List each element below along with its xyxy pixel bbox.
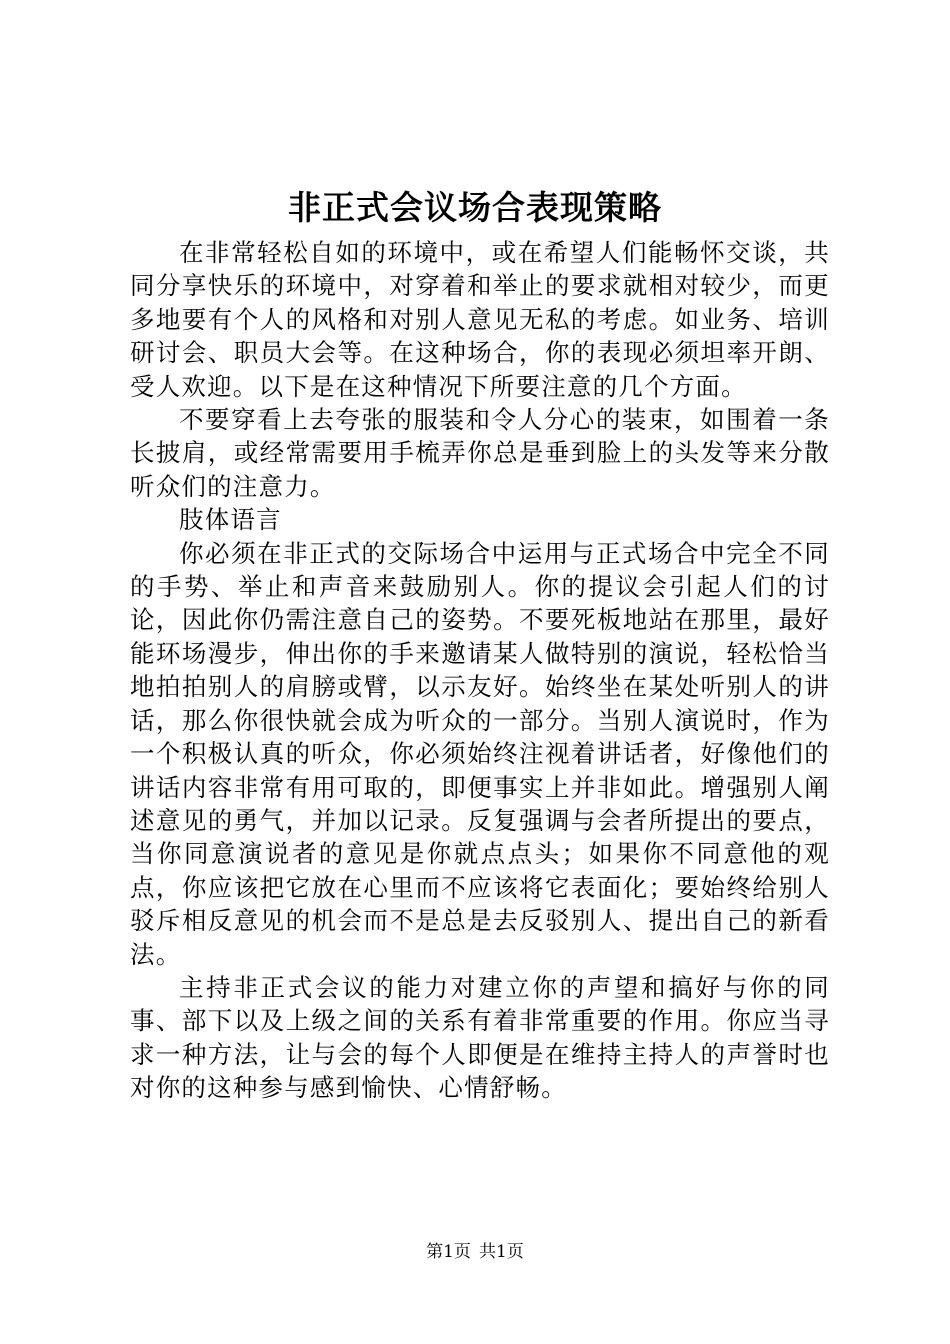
document-title: 非正式会议场合表现策略 [288, 188, 662, 227]
document-body [130, 236, 830, 1105]
paragraph-attire: 不要穿看上去夸张的服装和令人分心的装束，如围着一条长披肩，或经常需要用手梳弄你总是垂到脸上的头发等来分散听众们的注意力。 [130, 405, 830, 501]
paragraph-hosting: 主持非正式会议的能力对建立你的声望和搞好与你的同事、部下以及上级之间的关系有着非常重要的作用。你应当寻求一种方法，让与会的每个人即便是在维持主持人的声誉时也对你的这种参与感到愉快、心情舒畅。 [130, 972, 830, 1103]
page-footer [0, 1240, 950, 1264]
paragraph-intro: 在非常轻松自如的环境中，或在希望人们能畅怀交谈，共同分享快乐的环境中，对穿着和举止的要求就相对较少，而更多地要有个人的风格和对别人意见无私的考虑。如业务、培训研讨会、职员大会等。在这种场合，你的表现必须坦率开朗、受人欢迎。以下是在这种情况下所要注意的几个方面。 [130, 238, 830, 401]
page-number: 第1页 [426, 1242, 471, 1262]
section-heading-body-language: 肢体语言 [179, 505, 282, 535]
paragraph-body-language: 你必须在非正式的交际场合中运用与正式场合中完全不同的手势、举止和声音来鼓励别人。你的提议会引起人们的讨论，因此你仍需注意自己的姿势。不要死板地站在那里，最好能环场漫步，伸出你的手来邀请某人做特别的演说，轻松恰当地拍拍别人的肩膀或臂，以示友好。始终坐在某处听别人的讲话，那么你很快就会成为听众的一部分。当别人演说时，作为一个积极认真的听众，你必须始终注视着讲话者，好像他们的讲话内容非常有用可取的，即便事实上并非如此。增强别人阐述意见的勇气，并加以记录。反复强调与会者所提出的要点，当你同意演说者的意见是你就点点头；如果你不同意他的观点，你应该把它放在心里而不应该将它表面化；要始终给别人驳斥相反意见的机会而不是总是去反驳别人、提出自己的新看法。 [130, 538, 830, 969]
page-total: 共1页 [479, 1242, 524, 1262]
